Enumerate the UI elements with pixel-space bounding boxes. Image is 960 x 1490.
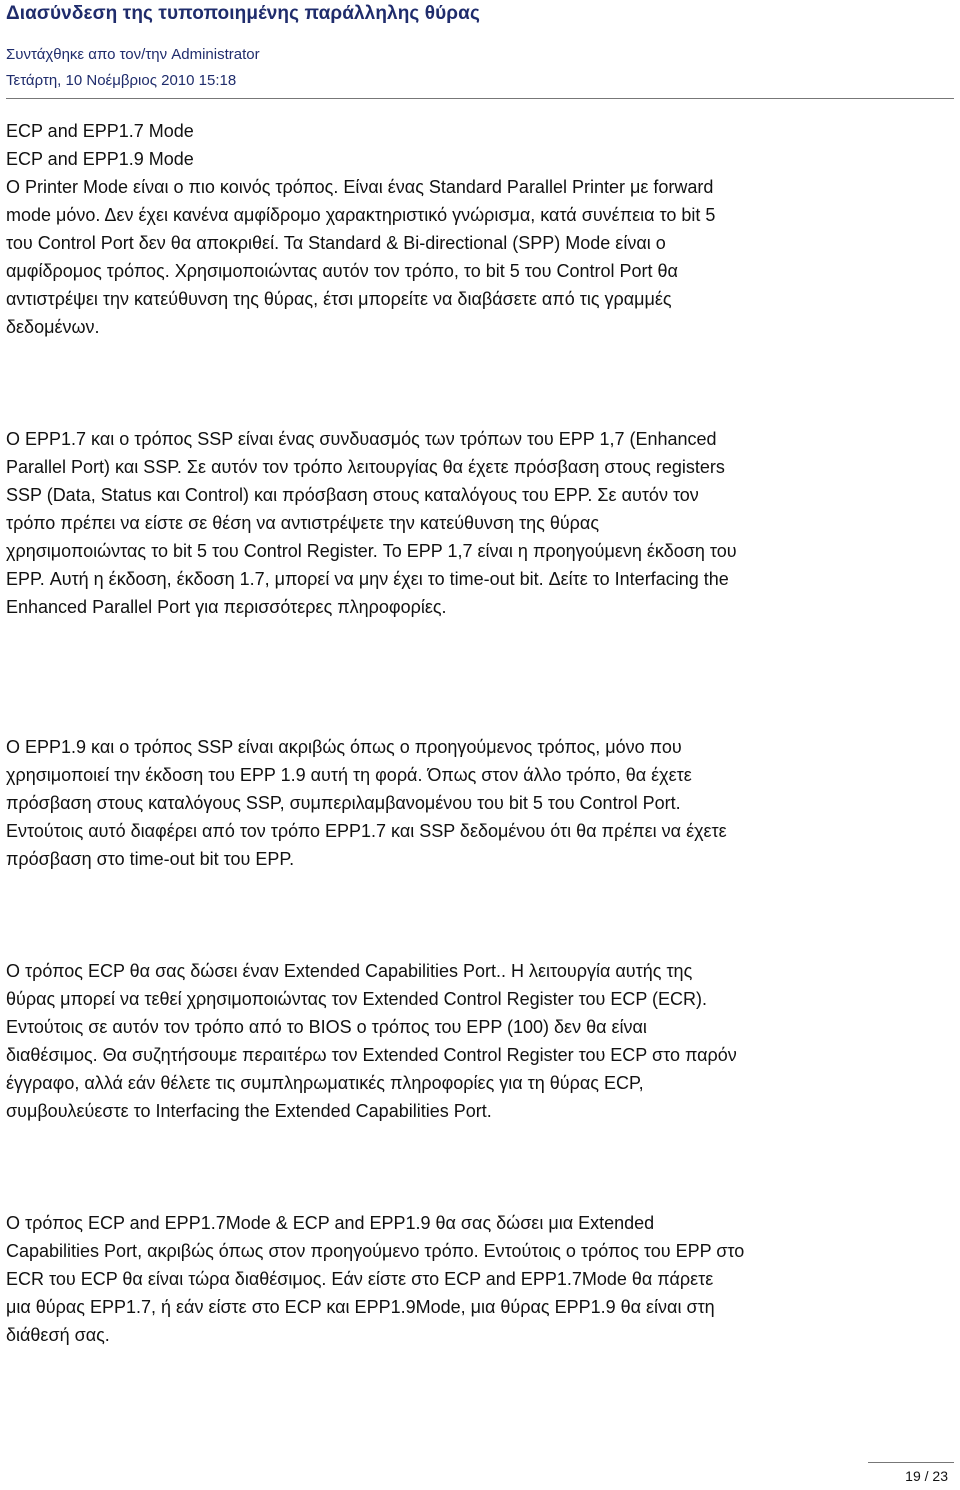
text-line: έγγραφο, αλλά εάν θέλετε τις συμπληρωματικές πληροφορίες για τη θύρας ECP, xyxy=(6,1073,644,1093)
text-line: ECR του ECP θα είναι τώρα διαθέσιμος. Εάν είστε στο ECP and EPP1.7Mode θα πάρετε xyxy=(6,1269,714,1289)
text-line: διάθεσή σας. xyxy=(6,1325,110,1345)
footer-divider xyxy=(868,1462,954,1463)
text-line: χρησιμοποιεί την έκδοση του EPP 1.9 αυτή τη φορά. Όπως στον άλλο τρόπο, θα έχετε xyxy=(6,765,692,785)
text-line: Capabilities Port, ακριβώς όπως στον προηγούμενο τρόπο. Εντούτοις ο τρόπος του EPP στο xyxy=(6,1241,745,1261)
date-line: Τετάρτη, 10 Νοέμβριος 2010 15:18 xyxy=(6,72,237,89)
text-line: μια θύρας EPP1.7, ή εάν είστε στο ECP και EPP1.9Mode, μια θύρας EPP1.9 θα είναι στη xyxy=(6,1297,715,1317)
text-line: SSP (Data, Status και Control) και πρόσβαση στους καταλόγους του EPP. Σε αυτόν τον xyxy=(6,485,699,505)
author-line: Συντάχθηκε απο τον/την Administrator xyxy=(6,46,260,63)
text-line: του Control Port δεν θα αποκριθεί. Τα Standard & Bi-directional (SPP) Mode είναι ο xyxy=(6,233,666,253)
text-line: ECP and EPP1.9 Mode xyxy=(6,149,194,169)
text-line: ECP and EPP1.7 Mode xyxy=(6,121,194,141)
text-line: χρησιμοποιώντας το bit 5 του Control Register. Το EPP 1,7 είναι η προηγούμενη έκδοση του xyxy=(6,541,737,561)
text-line: δεδομένων. xyxy=(6,317,100,337)
text-line: αμφίδρομος τρόπος. Χρησιμοποιώντας αυτόν τον τρόπο, το bit 5 του Control Port θα xyxy=(6,261,678,281)
text-line: πρόσβαση στους καταλόγους SSP, συμπεριλαμβανομένου του bit 5 του Control Port. xyxy=(6,793,681,813)
header-divider xyxy=(6,98,954,99)
text-line: EPP. Αυτή η έκδοση, έκδοση 1.7, μπορεί να μην έχει το time-out bit. Δείτε το Interfacing the xyxy=(6,569,729,589)
text-line: αντιστρέψει την κατεύθυνση της θύρας, έτσι μπορείτε να διαβάσετε από τις γραμμές xyxy=(6,289,672,309)
text-line: O EPP1.9 και ο τρόπος SSP είναι ακριβώς όπως ο προηγούμενος τρόπος, μόνο που xyxy=(6,737,682,757)
page-title: Διασύνδεση της τυποποιημένης παράλληλης θύρας xyxy=(6,3,480,24)
text-line: O Printer Mode είναι ο πιο κοινός τρόπος. Είναι ένας Standard Parallel Printer με forward xyxy=(6,177,714,197)
text-line: πρόσβαση στο time-out bit του EPP. xyxy=(6,849,295,869)
text-line: O τρόπος ECP and EPP1.7Mode & ECP and EPP1.9 θα σας δώσει μια Extended xyxy=(6,1213,655,1233)
text-line: διαθέσιμος. Θα συζητήσουμε περαιτέρω τον Extended Control Register του ECP στο παρόν xyxy=(6,1045,737,1065)
text-line: O τρόπος ECP θα σας δώσει έναν Extended Capabilities Port.. Η λειτουργία αυτής της xyxy=(6,961,693,981)
text-line: θύρας μπορεί να τεθεί χρησιμοποιώντας τον Extended Control Register του ECP (ECR). xyxy=(6,989,708,1009)
text-line: Εντούτοις σε αυτόν τον τρόπο από το BIOS ο τρόπος του EPP (100) δεν θα είναι xyxy=(6,1017,647,1037)
text-line: συμβουλεύεστε το Interfacing the Extended Capabilities Port. xyxy=(6,1101,492,1121)
text-line: Εντούτοις αυτό διαφέρει από τον τρόπο EPP1.7 και SSP δεδομένου ότι θα πρέπει να έχετε xyxy=(6,821,727,841)
text-line: Parallel Port) και SSP. Σε αυτόν τον τρόπο λειτουργίας θα έχετε πρόσβαση στους registers xyxy=(6,457,725,477)
text-line: Enhanced Parallel Port για περισσότερες πληροφορίες. xyxy=(6,597,447,617)
text-line: τρόπο πρέπει να είστε σε θέση να αντιστρέψετε την κατεύθυνση της θύρας xyxy=(6,513,600,533)
text-line: mode μόνο. Δεν έχει κανένα αμφίδρομο χαρακτηριστικό γνώρισμα, κατά συνέπεια το bit 5 xyxy=(6,205,716,225)
page-number: 19 / 23 xyxy=(905,1468,948,1484)
text-line: O EPP1.7 και ο τρόπος SSP είναι ένας συνδυασμός των τρόπων του EPP 1,7 (Enhanced xyxy=(6,429,717,449)
